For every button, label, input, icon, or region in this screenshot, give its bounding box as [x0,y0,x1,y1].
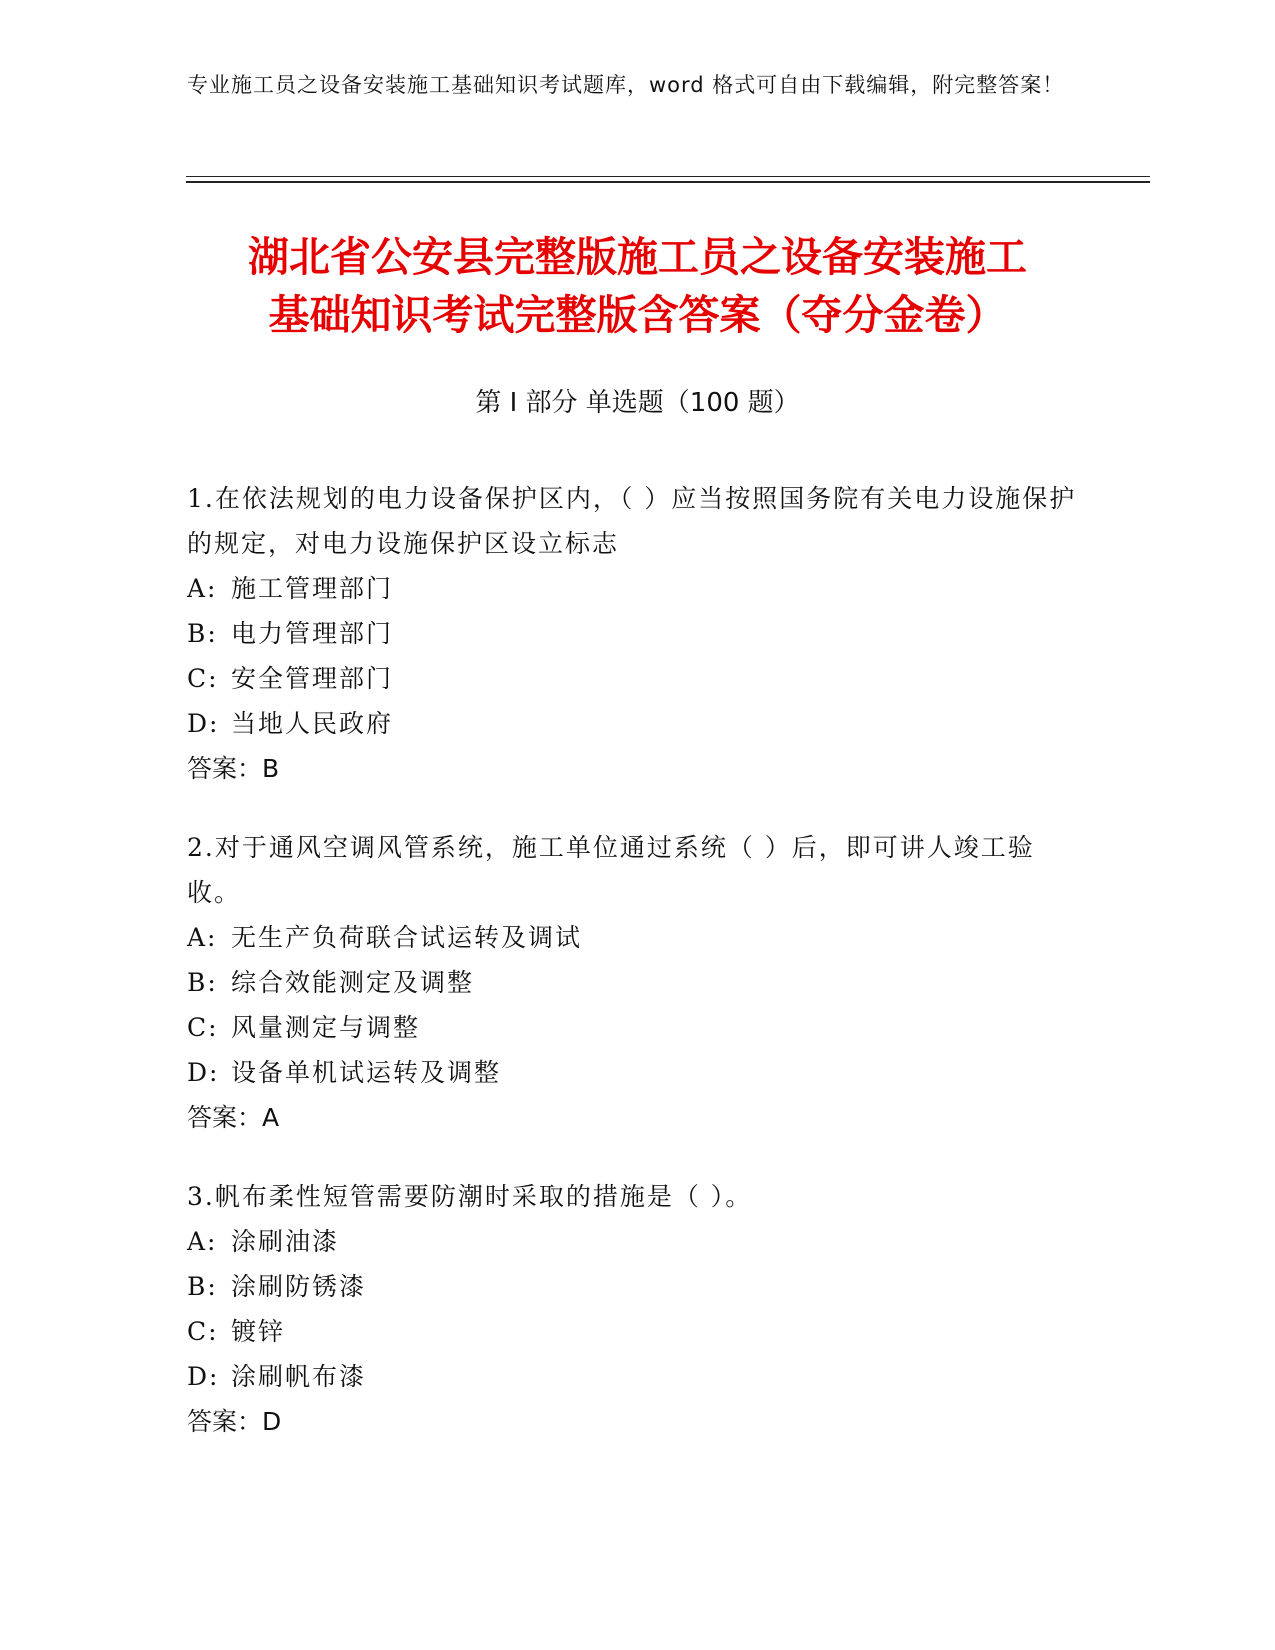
document-title-line-1: 湖北省公安县完整版施工员之设备安装施工 [248,233,1027,281]
option-letter: C: [187,1317,219,1346]
answer-value: B [262,754,280,783]
part-heading: 第 I 部分 单选题（100 题） [475,388,800,418]
option-text: 涂刷帆布漆 [231,1362,367,1391]
option-text: 综合效能测定及调整 [231,968,475,997]
option-text: 镀锌 [231,1317,286,1346]
option-letter: B: [187,1272,218,1301]
answer-label: 答案： [187,754,263,783]
option-b [187,960,1077,1005]
header-divider-thick [186,181,1150,183]
answer-value: A [262,1103,280,1132]
option-c [187,1309,1077,1354]
option-letter: C: [187,664,219,693]
option-text: 施工管理部门 [231,574,394,603]
option-text: 涂刷防锈漆 [231,1272,367,1301]
question-stem: 2.对于通风空调风管系统，施工单位通过系统（ ）后，即可讲人竣工验收。 [187,833,1035,907]
option-d [187,1050,1077,1095]
option-text: 安全管理部门 [231,664,394,693]
option-b [187,1264,1077,1309]
answer-value: D [262,1407,282,1436]
option-d [187,1354,1077,1399]
option-letter: D: [187,1362,220,1391]
header-divider-thin [186,176,1150,177]
option-letter: A: [187,574,218,603]
option-d [187,701,1077,746]
option-text: 当地人民政府 [231,709,394,738]
option-c [187,1005,1077,1050]
option-c [187,656,1077,701]
question-1 [187,476,1077,791]
question-2 [187,825,1077,1140]
option-a [187,566,1077,611]
option-text: 电力管理部门 [231,619,394,648]
option-a [187,1219,1077,1264]
option-text: 无生产负荷联合试运转及调试 [231,923,583,952]
option-text: 风量测定与调整 [231,1013,421,1042]
question-stem: 1.在依法规划的电力设备保护区内，（ ）应当按照国务院有关电力设施保护的规定，对电力设施保护区设立标志 [187,484,1077,558]
answer-label: 答案： [187,1407,263,1436]
answer-line [187,1399,1077,1444]
header-note: 专业施工员之设备安装施工基础知识考试题库，word 格式可自由下载编辑，附完整答案！ [187,73,1065,97]
answer-line [187,746,1077,791]
option-letter: A: [187,923,218,952]
question-list [187,476,1077,1478]
option-letter: A: [187,1227,218,1256]
document-title [150,228,1125,344]
option-letter: B: [187,619,218,648]
document-title-line-2: 基础知识考试完整版含答案（夺分金卷） [268,291,1007,339]
option-a [187,915,1077,960]
question-3 [187,1174,1077,1444]
answer-line [187,1095,1077,1140]
option-letter: D: [187,709,220,738]
option-letter: B: [187,968,218,997]
question-stem: 3.帆布柔性短管需要防潮时采取的措施是（ ）。 [187,1182,753,1211]
option-letter: D: [187,1058,220,1087]
option-text: 设备单机试运转及调整 [231,1058,502,1087]
option-text: 涂刷油漆 [231,1227,340,1256]
option-letter: C: [187,1013,219,1042]
answer-label: 答案： [187,1103,263,1132]
option-b [187,611,1077,656]
